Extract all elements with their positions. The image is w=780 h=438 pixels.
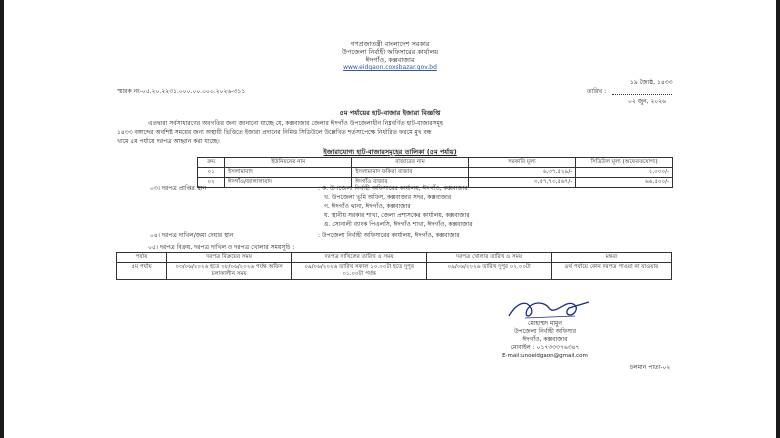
- scan-border-right: [776, 0, 780, 438]
- cell-schedule-price: ২,০০০/-: [576, 168, 673, 178]
- col-serial: ক্রম: [198, 158, 225, 168]
- signatory-email[interactable]: E-mail:unoeidgaon@gmail.com: [502, 353, 588, 359]
- col-open-time: দরপত্র খোলার তারিখ ও সময়: [427, 253, 552, 263]
- intro-line-1: এতদ্বারা সর্বসাধারণের অবগতির জন্য জানানো যাচ্ছে যে, কক্সবাজার জেলার ঈদগাঁও উপজেলাধীন নিম্নবর্ণিত হাট-বাজারসমূহ: [148, 120, 443, 127]
- intro-line-2: ১৪৩৩ বঙ্গাব্দের অবশিষ্ট সময়ের জন্য অস্থায়ী ভিত্তিতে ইজারা প্রদানের নিমিত্ত সিডিউলে উল্লেখিত শর্তসাপেক্ষে নির্ধারিত ফরমে মুখ বন্ধ: [117, 129, 432, 136]
- website-link[interactable]: www.eidgaon.coxsbazar.gov.bd: [343, 64, 437, 71]
- cell-schedule-price: ৬৬,৫০০/-: [576, 178, 673, 188]
- bazar-table: [197, 157, 673, 188]
- date-dotted-line: [612, 88, 672, 95]
- section5-label: ০৫। দরপত্র বিক্রয়, দরপত্র দাখিল ও দরপত্র খোলার সময়সূচি :: [148, 244, 295, 251]
- english-date: ০২ জুন, ২০২৬: [628, 98, 667, 105]
- section4-value: : উপজেলা নির্বাহী অফিসারের কার্যালয়, ঈদগাঁও, কক্সবাজার: [318, 232, 460, 239]
- col-govt-price: সরকারি মূল্য: [468, 158, 576, 168]
- col-sale-time: দরপত্র বিক্রয়ের সময়: [167, 253, 292, 263]
- continued-page-note: চলমান পাতা-০২: [630, 364, 671, 371]
- table1-caption: ইজারাযোগ্য হাট-বাজারসমূহের তালিকা (৫ম পর্যায়): [323, 148, 457, 156]
- bangla-date: ১৯ জ্যৈষ্ঠ, ১৪৩৩: [630, 79, 673, 86]
- cell-govt-price: ৬,৩৭,৫২৯/-: [468, 168, 576, 178]
- table-header-row: [117, 253, 672, 263]
- cell-remarks: ৪র্থ পর্যায়ে কোন দরপত্র পাওয়া না যাওয়ায়: [552, 263, 672, 280]
- date-label: তারিখ :: [587, 88, 607, 95]
- signatory-designation: উপজেলা নির্বাহী অফিসার: [513, 328, 577, 335]
- section3-item-3: গ. ঈদগাঁও থানা, ঈদগাঁও, কক্সবাজার: [324, 203, 411, 210]
- col-remarks: মন্তব্য: [552, 253, 672, 263]
- col-schedule-price: সিডিউল মূল্য (অফেরতযোগ্য): [576, 158, 673, 168]
- col-union: ইউনিয়নের নাম: [225, 158, 352, 168]
- cell-union: ঈদগাঁও/জালালাবাদ: [225, 178, 352, 188]
- section3-item-2: খ. উপজেলা ভূমি অফিস, কক্সবাজার সদর, কক্সবাজার: [324, 194, 452, 201]
- col-bazar: বাজারের নাম: [352, 158, 468, 168]
- signatory-name: মোহাম্মদ মামুন: [528, 320, 562, 327]
- section3-item-5: ঙ. সোনালী ব্যাংক পিএলসি, ঈদগাঁও শাখা, ঈদগাঁও, কক্সবাজার: [324, 221, 473, 228]
- cell-bazar: ইসলামাবাদ ফকিরা বাজার: [352, 168, 468, 178]
- col-submit-time: দরপত্র দাখিলের তারিখ ও সময়: [292, 253, 427, 263]
- section3-item-4: ঘ. স্থানীয় সরকার শাখা, জেলা প্রশাসকের কার্যালয়, কক্সবাজার: [324, 212, 470, 219]
- section3-item-1: : ক. উপজেলা নির্বাহী অফিসারের কার্যালয়, ঈদগাঁও, কক্সবাজার: [318, 185, 468, 192]
- table-row: [198, 168, 673, 178]
- scan-border-left: [0, 0, 4, 438]
- cell-union: ইসলামাবাদ: [225, 168, 352, 178]
- signatory-phone: মোবাইল : ০১৭৩৩৩৭৬৩৪৭: [510, 344, 580, 351]
- table-header-row: [198, 158, 673, 168]
- section4-label: ০৪। দরপত্র দাখিল/জমা দেয়ার স্থান: [150, 232, 234, 239]
- cell-submit-time: ০৯/০৬/২০২৬ তারিখ সকাল ১০.০০টা হতে দুপুর ০১.০০টা পর্যন্ত: [292, 263, 427, 280]
- section3-label: ০৩। দরপত্র প্রাপ্তির স্থান: [150, 185, 207, 192]
- cell-sale-time: ০৩/০৬/২০২৬ হতে ০৮/০৬/২০২৬ পর্যন্ত অফিস চলাকালীন সময়: [167, 263, 292, 280]
- cell-bazar: ঈদগাঁও বাজার: [352, 178, 468, 188]
- signatory-office: ঈদগাঁও, কক্সবাজার: [522, 336, 568, 343]
- notice-title: ৫ম পর্যায়ের হাট-বাজার ইজারা বিজ্ঞপ্তি: [339, 109, 441, 117]
- office-header: উপজেলা নির্বাহী অফিসারের কার্যালয়: [341, 48, 439, 56]
- location-header: ঈদগাঁও, কক্সবাজার: [365, 56, 415, 64]
- cell-govt-price: ৩,৫৭,৭৩,৫৬৭/-: [468, 178, 576, 188]
- cell-phase: ৫ম পর্যায়: [117, 263, 167, 280]
- col-phase: পর্যায়: [117, 253, 167, 263]
- schedule-table: [116, 252, 672, 280]
- table-row: [117, 263, 672, 280]
- gov-header: গণপ্রজাতন্ত্রী বাংলাদেশ সরকার: [350, 40, 430, 48]
- cell-serial: ০১: [198, 168, 225, 178]
- memo-number: স্মারক নং-০৫.২০.২২৩১.০০০.০০.০০০.২০২৬-৩১১: [117, 88, 246, 95]
- cell-serial: ০২: [198, 178, 225, 188]
- cell-open-time: ০৯/০৬/২০২৬ তারিখ দুপুর ০২.০০টা: [427, 263, 552, 280]
- intro-line-3: খামে ৫ম পর্যায়ে দরপত্র আহ্বান করা যাচ্ছে।: [117, 138, 220, 145]
